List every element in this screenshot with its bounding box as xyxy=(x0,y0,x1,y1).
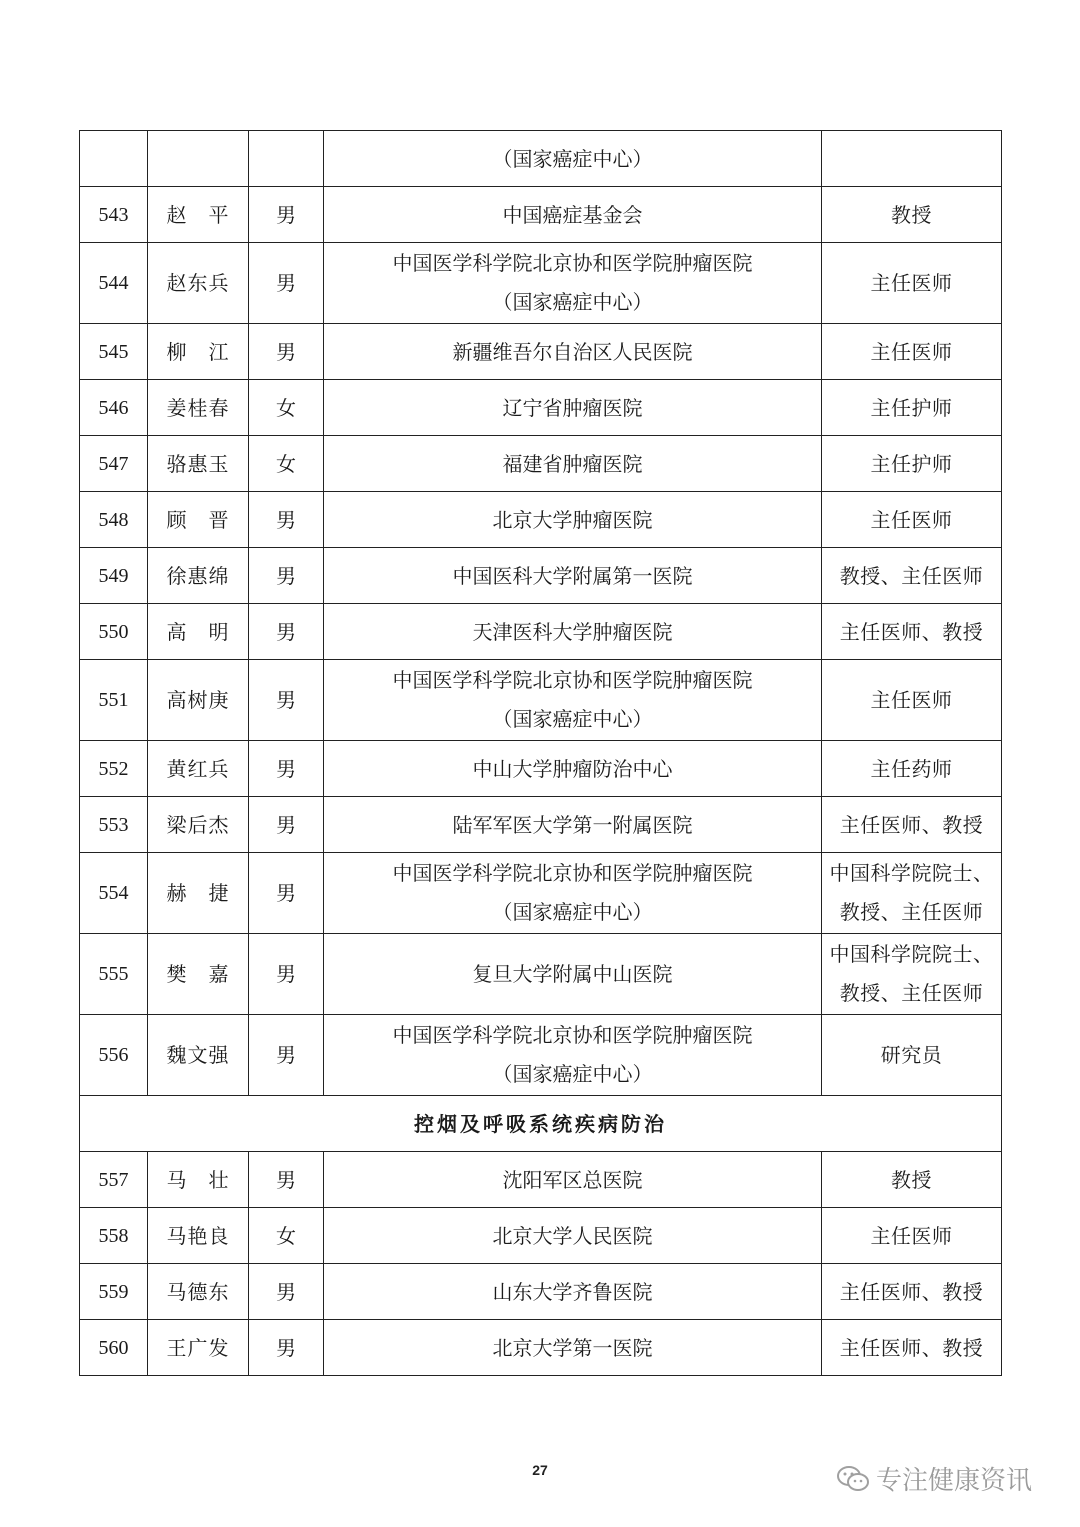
table-row xyxy=(80,380,1002,436)
cell-title xyxy=(822,797,1002,853)
cell-organization xyxy=(324,131,822,187)
cell-name: 马 壮 xyxy=(148,1152,249,1208)
cell-number: 548 xyxy=(80,492,148,548)
cell-line: 中国科学院院士、 xyxy=(829,942,994,966)
cell-organization xyxy=(324,1015,822,1096)
table-row xyxy=(80,548,1002,604)
cell-number: 545 xyxy=(80,324,148,380)
table-row xyxy=(80,1208,1002,1264)
table-row xyxy=(80,797,1002,853)
cell-organization xyxy=(324,1152,822,1208)
cell-line: 中国医学科学院北京协和医学院肿瘤医院 xyxy=(392,251,753,275)
cell-title xyxy=(822,853,1002,934)
cell-line: 主任药师 xyxy=(870,756,953,781)
cell-gender: 男 xyxy=(249,324,324,380)
cell-gender: 女 xyxy=(249,380,324,436)
cell-name: 骆惠玉 xyxy=(148,436,249,492)
cell-line: 中国科学院院士、 xyxy=(829,861,994,885)
cell-name: 高 明 xyxy=(148,604,249,660)
cell-line: 复旦大学附属中山医院 xyxy=(472,962,673,986)
table-row xyxy=(80,604,1002,660)
cell-name: 赫 捷 xyxy=(148,853,249,934)
cell-gender: 女 xyxy=(249,436,324,492)
cell-number xyxy=(80,131,148,187)
cell-number: 554 xyxy=(80,853,148,934)
cell-line: 主任医师、教授 xyxy=(839,1335,984,1360)
cell-title xyxy=(822,604,1002,660)
cell-line: （国家癌症中心） xyxy=(492,290,653,314)
cell-gender: 女 xyxy=(249,1208,324,1264)
cell-gender: 男 xyxy=(249,1320,324,1376)
cell-organization xyxy=(324,1208,822,1264)
cell-organization xyxy=(324,548,822,604)
cell-name: 赵 平 xyxy=(148,187,249,243)
cell-name: 梁后杰 xyxy=(148,797,249,853)
cell-line: 主任医师、教授 xyxy=(839,1279,984,1304)
cell-line: 陆军军医大学第一附属医院 xyxy=(452,812,693,837)
cell-line: 新疆维吾尔自治区人民医院 xyxy=(452,339,693,364)
cell-line: 中山大学肿瘤防治中心 xyxy=(472,756,673,781)
cell-line: 北京大学第一医院 xyxy=(492,1335,653,1360)
table-row xyxy=(80,1320,1002,1376)
cell-line: （国家癌症中心） xyxy=(492,707,653,731)
cell-number: 556 xyxy=(80,1015,148,1096)
cell-organization xyxy=(324,324,822,380)
table-row xyxy=(80,187,1002,243)
cell-gender: 男 xyxy=(249,660,324,741)
cell-line: 主任医师、教授 xyxy=(839,812,984,837)
cell-line: 中国医学科学院北京协和医学院肿瘤医院 xyxy=(392,1023,753,1047)
cell-number: 560 xyxy=(80,1320,148,1376)
cell-title xyxy=(822,243,1002,324)
cell-number: 559 xyxy=(80,1264,148,1320)
cell-number: 544 xyxy=(80,243,148,324)
cell-line: （国家癌症中心） xyxy=(492,900,653,924)
cell-gender: 男 xyxy=(249,934,324,1015)
cell-line: 主任医师 xyxy=(870,507,953,532)
table-row xyxy=(80,436,1002,492)
wechat-icon xyxy=(836,1464,870,1494)
cell-line: 中国医学科学院北京协和医学院肿瘤医院 xyxy=(392,668,753,692)
cell-gender: 男 xyxy=(249,1015,324,1096)
cell-number: 558 xyxy=(80,1208,148,1264)
cell-number: 549 xyxy=(80,548,148,604)
cell-gender: 男 xyxy=(249,1152,324,1208)
cell-title xyxy=(822,548,1002,604)
cell-organization xyxy=(324,741,822,797)
cell-line: 天津医科大学肿瘤医院 xyxy=(472,619,673,644)
cell-line: 主任医师、教授 xyxy=(839,619,984,644)
cell-name: 高树庚 xyxy=(148,660,249,741)
cell-number: 555 xyxy=(80,934,148,1015)
cell-title xyxy=(822,324,1002,380)
cell-organization xyxy=(324,853,822,934)
cell-name: 魏文强 xyxy=(148,1015,249,1096)
cell-organization xyxy=(324,1320,822,1376)
cell-title xyxy=(822,1152,1002,1208)
cell-name: 赵东兵 xyxy=(148,243,249,324)
cell-name: 顾 晋 xyxy=(148,492,249,548)
cell-line: 主任护师 xyxy=(870,451,953,476)
watermark xyxy=(836,1460,1032,1497)
cell-title xyxy=(822,934,1002,1015)
cell-title xyxy=(822,436,1002,492)
cell-title xyxy=(822,380,1002,436)
cell-organization xyxy=(324,436,822,492)
cell-gender: 男 xyxy=(249,853,324,934)
cell-name: 徐惠绵 xyxy=(148,548,249,604)
cell-title xyxy=(822,187,1002,243)
cell-line: 主任医师 xyxy=(870,339,953,364)
cell-line: 研究员 xyxy=(880,1043,943,1067)
table-row xyxy=(80,660,1002,741)
cell-line: 辽宁省肿瘤医院 xyxy=(502,395,643,420)
watermark-text: 专注健康资讯 xyxy=(876,1466,1033,1496)
cell-gender: 男 xyxy=(249,548,324,604)
cell-line: （国家癌症中心） xyxy=(492,146,653,171)
cell-gender: 男 xyxy=(249,187,324,243)
table-row xyxy=(80,1152,1002,1208)
table-row xyxy=(80,324,1002,380)
cell-gender xyxy=(249,131,324,187)
cell-name: 姜桂春 xyxy=(148,380,249,436)
cell-gender: 男 xyxy=(249,492,324,548)
cell-line: 中国医学科学院北京协和医学院肿瘤医院 xyxy=(392,861,753,885)
cell-line: 主任医师 xyxy=(870,271,953,295)
cell-organization xyxy=(324,380,822,436)
cell-title xyxy=(822,492,1002,548)
cell-number: 557 xyxy=(80,1152,148,1208)
cell-line: 主任医师 xyxy=(870,1223,953,1248)
cell-name xyxy=(148,131,249,187)
cell-line: 教授、主任医师 xyxy=(839,981,984,1005)
cell-number: 547 xyxy=(80,436,148,492)
cell-number: 552 xyxy=(80,741,148,797)
cell-organization xyxy=(324,934,822,1015)
cell-line: 教授 xyxy=(891,1167,932,1192)
cell-organization xyxy=(324,492,822,548)
cell-organization xyxy=(324,604,822,660)
cell-line: 山东大学齐鲁医院 xyxy=(492,1279,653,1304)
cell-name: 柳 江 xyxy=(148,324,249,380)
cell-line: 中国癌症基金会 xyxy=(502,202,643,227)
cell-gender: 男 xyxy=(249,604,324,660)
expert-roster-table xyxy=(79,130,1002,1376)
cell-line: 北京大学人民医院 xyxy=(492,1223,653,1248)
table-row-continuation xyxy=(80,131,1002,187)
cell-gender: 男 xyxy=(249,741,324,797)
cell-title xyxy=(822,1264,1002,1320)
cell-number: 553 xyxy=(80,797,148,853)
cell-line: 主任医师 xyxy=(870,688,953,712)
cell-line: 沈阳军区总医院 xyxy=(502,1167,643,1192)
cell-line: 北京大学肿瘤医院 xyxy=(492,507,653,532)
section-header-row xyxy=(80,1096,1002,1152)
cell-organization xyxy=(324,660,822,741)
cell-line: 教授 xyxy=(891,202,932,227)
section-title: 控烟及呼吸系统疾病防治 xyxy=(80,1096,1002,1152)
cell-line: 主任护师 xyxy=(870,395,953,420)
cell-line: （国家癌症中心） xyxy=(492,1062,653,1086)
roster-body xyxy=(80,131,1002,1376)
table-row xyxy=(80,853,1002,934)
cell-organization xyxy=(324,797,822,853)
cell-name: 马德东 xyxy=(148,1264,249,1320)
cell-organization xyxy=(324,187,822,243)
cell-line: 福建省肿瘤医院 xyxy=(502,451,643,476)
cell-line: 教授、主任医师 xyxy=(839,900,984,924)
cell-gender: 男 xyxy=(249,797,324,853)
cell-number: 551 xyxy=(80,660,148,741)
cell-name: 樊 嘉 xyxy=(148,934,249,1015)
cell-gender: 男 xyxy=(249,243,324,324)
table-row xyxy=(80,1264,1002,1320)
cell-number: 546 xyxy=(80,380,148,436)
page-number: 27 xyxy=(532,1462,548,1478)
table-row xyxy=(80,492,1002,548)
cell-gender: 男 xyxy=(249,1264,324,1320)
cell-title xyxy=(822,1320,1002,1376)
cell-title xyxy=(822,131,1002,187)
table-row xyxy=(80,741,1002,797)
cell-line: 中国医科大学附属第一医院 xyxy=(452,563,693,588)
table-row xyxy=(80,243,1002,324)
cell-organization xyxy=(324,1264,822,1320)
table-row xyxy=(80,1015,1002,1096)
cell-number: 550 xyxy=(80,604,148,660)
cell-name: 马艳良 xyxy=(148,1208,249,1264)
cell-line: 教授、主任医师 xyxy=(839,563,984,588)
cell-title xyxy=(822,741,1002,797)
cell-title xyxy=(822,660,1002,741)
cell-name: 黄红兵 xyxy=(148,741,249,797)
cell-organization xyxy=(324,243,822,324)
cell-name: 王广发 xyxy=(148,1320,249,1376)
cell-title xyxy=(822,1208,1002,1264)
cell-number: 543 xyxy=(80,187,148,243)
table-row xyxy=(80,934,1002,1015)
cell-title xyxy=(822,1015,1002,1096)
